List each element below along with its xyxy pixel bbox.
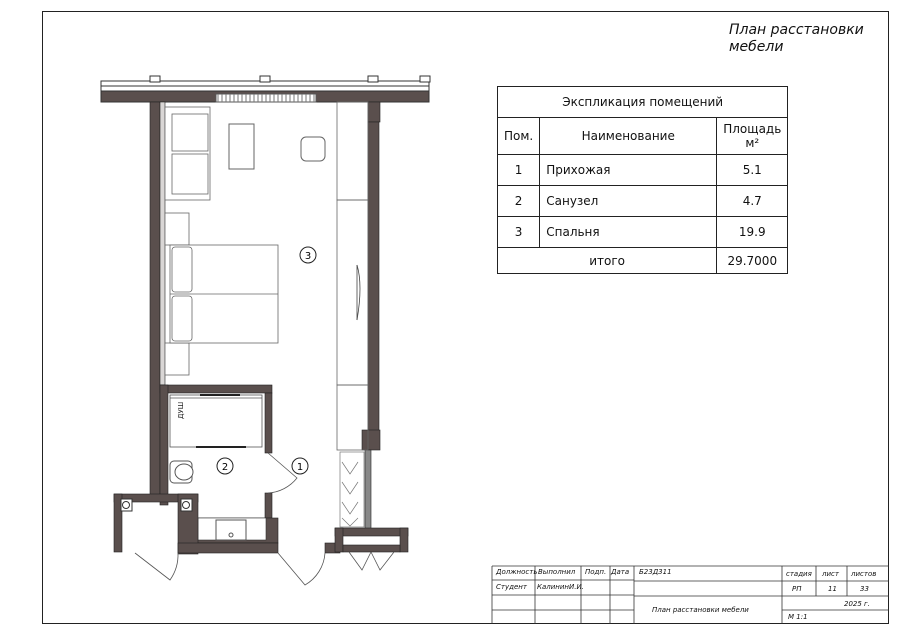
room-marker-1: 1 (296, 462, 304, 473)
row-name: Спальня (540, 217, 717, 248)
desk (229, 124, 254, 169)
bed (165, 213, 278, 375)
sofa (165, 107, 210, 200)
room-marker-2: 2 (221, 462, 229, 473)
stamp-sheets: 33 (860, 585, 869, 593)
stamp-stage: РП (792, 585, 802, 593)
col-name-header: Наименование (540, 118, 717, 155)
stamp-role: Студент (496, 583, 527, 591)
shoe-rack (340, 452, 364, 527)
stamp-sheet: 11 (828, 585, 837, 593)
stamp-sheet-header: лист (822, 570, 839, 578)
row-num: 1 (498, 155, 540, 186)
wardrobe (337, 102, 368, 450)
stamp-sheets-header: листов (851, 570, 877, 578)
stamp-position-header: Должность (496, 568, 538, 576)
stamp-sign-header: Подп. (585, 568, 607, 576)
stamp-code: Б23Д311 (639, 568, 672, 576)
stamp-author: КалининИ.И. (537, 583, 584, 591)
stamp-year: 2025 г. (844, 600, 870, 608)
chair (301, 137, 325, 161)
total-value: 29.7000 (717, 248, 788, 274)
stamp-stage-header: стадия (786, 570, 812, 578)
drawing-title: План расстановки мебели (729, 22, 864, 55)
toilet (170, 461, 193, 483)
title-block (492, 566, 889, 624)
row-num: 2 (498, 186, 540, 217)
col-area-header: Площадь м² (717, 118, 788, 155)
total-label: итого (498, 248, 717, 274)
room-marker-3: 3 (304, 251, 312, 262)
row-area: 4.7 (717, 186, 788, 217)
explication-heading: Экспликация помещений (498, 87, 788, 118)
row-name: Прихожая (540, 155, 717, 186)
stamp-done-header: Выполнил (538, 568, 576, 576)
shower-label: ДУШ (177, 401, 185, 419)
row-area: 19.9 (717, 217, 788, 248)
stamp-drawing-name: План расстановки мебели (652, 606, 749, 614)
sink (216, 520, 246, 540)
row-num: 3 (498, 217, 540, 248)
stamp-scale: М 1:1 (788, 613, 808, 621)
col-num-header: Пом. (498, 118, 540, 155)
row-name: Санузел (540, 186, 717, 217)
window-strip (101, 76, 430, 102)
row-area: 5.1 (717, 155, 788, 186)
stamp-date-header: Дата (611, 568, 630, 576)
